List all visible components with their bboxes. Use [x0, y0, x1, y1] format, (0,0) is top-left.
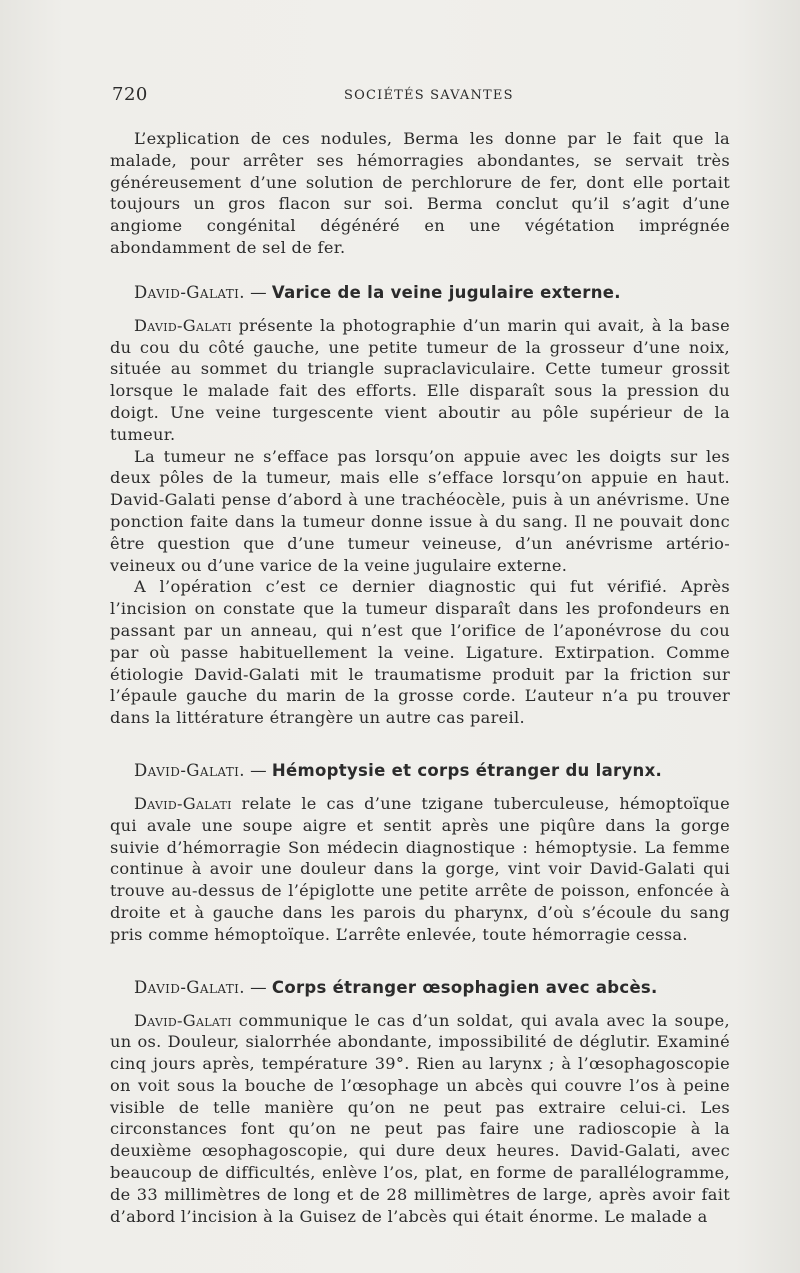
paragraph — [110, 1010, 730, 1228]
paragraph-lead: David-Galati — [134, 1010, 232, 1030]
paragraph — [110, 793, 730, 946]
page-header — [112, 84, 722, 108]
section-author: David-Galati. — [134, 977, 245, 997]
paragraph: La tumeur ne s’efface pas lorsqu’on appuie avec les doigts sur les deux pôles de la tumeur, mais elle s’efface lorsqu’on appuie en haut. David-Galati pense d’abord à une trachéocèle, puis à un anévrisme. Une ponction faite dans la tumeur donne issue à du sang. Il ne pouvait donc être question que d’une tumeur veineuse, d’un anévrisme artério-veineux ou d’une varice de la veine jugulaire externe. — [110, 446, 730, 575]
paragraph-lead: David-Galati — [134, 315, 232, 335]
heading-dash: — — [250, 977, 267, 997]
paragraph: A l’opération c’est ce dernier diagnostic qui fut vérifié. Après l’incision on constate que la tumeur disparaît dans les profondeurs en passant par un anneau, qui n’est que l’orifice de l’aponévrose du cou par où passe habituellement la veine. Ligature. Extirpation. Comme étiologie David-Galati mit le traumatisme produit par la friction sur l’épaule gauche du marin de la grosse corde. L’auteur n’a pu trouver dans la littérature étrangère un autre cas pareil. — [110, 577, 730, 728]
intro-paragraph: L’explication de ces nodules, Berma les donne par le fait que la malade, pour arrêter ses hémorragies abondantes, se servait très généreusement d’une solution de perchlorure de fer, dont elle portait toujours un gros flacon sur soi. Berma conclut qu’il s’agit d’une angiome congénital dégénéré en une végétation imprégnée abondamment de sel de fer. — [110, 129, 730, 257]
paragraph — [110, 315, 730, 446]
paragraph-text: communique le cas d’un soldat, qui avala avec la soupe, un os. Douleur, sialorrhée abondante, impossibilité de déglutir. Examiné cinq jours après, température 39°. Rien au larynx ; à l’œsophagoscopie on voit sous la bouche de l’œsophage un abcès qui couvre l’os à peine visible de telle manière qu’on ne peut pas extraire celui-ci. Les circonstances font qu’on ne peut pas faire une radioscopie à la deuxième œsophagoscopie, qui dure deux heures. David-Galati, avec beaucoup de difficultés, enlève l’os, plat, en forme de parallélogramme, de 33 millimètres de long et de 28 millimètres de large, après avoir fait d’abord l’incision à la Guisez de l’abcès qui était énorme. Le malade a — [110, 1010, 730, 1226]
section-hemoptysie — [110, 759, 730, 946]
section-author: David-Galati. — [134, 282, 245, 302]
section-varice — [110, 281, 730, 729]
section-heading — [110, 759, 730, 783]
section-title: Corps étranger œsophagien avec abcès. — [271, 977, 658, 997]
paragraph-text: présente la photographie d’un marin qui avait, à la base du cou du côté gauche, une petite tumeur de la grosseur d’une noix, située au sommet du triangle supraclaviculaire. Cette tumeur grossit lorsque le malade fait des efforts. Elle disparaît sous la pression du doigt. Une veine turgescente vient aboutir au pôle supérieur de la tumeur. — [110, 315, 730, 444]
section-heading — [110, 281, 730, 305]
section-title: Hémoptysie et corps étranger du larynx. — [271, 760, 663, 780]
section-corps-etranger-oesophagien — [110, 976, 730, 1228]
section-author: David-Galati. — [134, 760, 245, 780]
paragraph-text: relate le cas d’une tzigane tuberculeuse, hémoptoïque qui avale une soupe aigre et sentit après une piqûre dans la gorge suivie d’hémorragie Son médecin diagnostique : hémoptysie. La femme continue à avoir une douleur dans la gorge, vint voir David-Galati qui trouve au-dessus de l’épiglotte une petite arrête de poisson, enfoncée à droite et à gauche dans les parois du pharynx, d’où s’écoule du sang pris comme hémoptoïque. L’arrête enlevée, toute hémorragie cessa. — [110, 793, 730, 944]
heading-dash: — — [250, 282, 267, 302]
section-heading — [110, 976, 730, 1000]
page-number: 720 — [112, 84, 148, 105]
running-head: SOCIÉTÉS SAVANTES — [344, 88, 514, 103]
paragraph-lead: David-Galati — [134, 793, 232, 813]
heading-dash: — — [250, 760, 267, 780]
section-title: Varice de la veine jugulaire externe. — [271, 282, 621, 302]
page-body — [110, 128, 730, 1227]
